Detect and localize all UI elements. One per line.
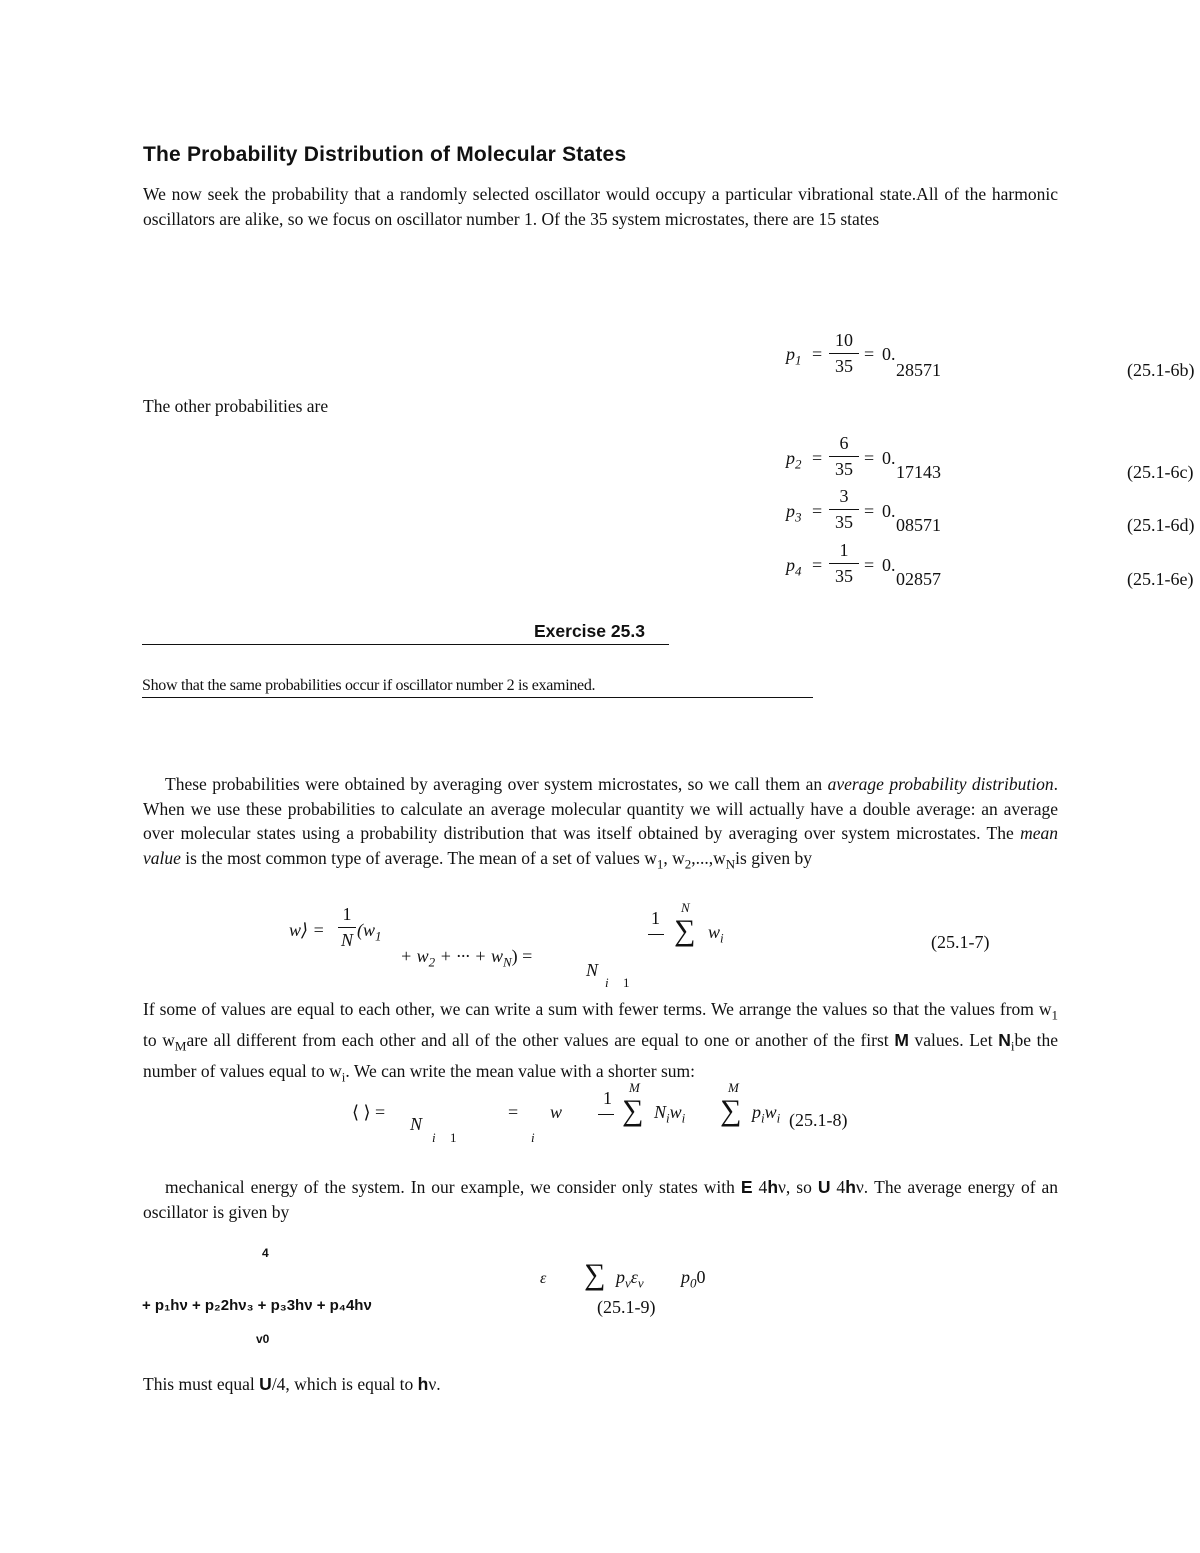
text: . When we use these probabilities to calculate an average molecular quantity we will actually have a double average: an average over molecular states using a probability distribution that was itself obtained by averaging over system microstates. The [143, 774, 1058, 843]
denominator: 35 [835, 566, 853, 586]
subscript: 1 [656, 856, 664, 871]
sum-term: N [654, 1102, 667, 1122]
subscript: i [681, 1110, 686, 1126]
eq-symbol: p [786, 501, 795, 521]
equation-number: (25.1-7) [931, 932, 990, 952]
sum-term: ε [630, 1267, 638, 1287]
fewer-terms-paragraph [143, 997, 1058, 1090]
w-symbol: w [550, 1102, 563, 1122]
text: ν. [428, 1374, 441, 1394]
energy-paragraph [143, 1175, 1058, 1224]
mean-lhs: ⟨ ⟩ = [352, 1102, 386, 1122]
sum-continue-2: + ··· + w [439, 946, 503, 966]
sum-upper-limit: M [728, 1080, 739, 1095]
emphasis-average-probability-distribution: average probability distribution [827, 774, 1054, 794]
eq-symbol: p [786, 344, 795, 364]
sigma-icon: ∑ [720, 1094, 742, 1127]
eq-symbol: p [786, 555, 795, 575]
subscript: N [725, 856, 736, 871]
exercise-heading: Exercise 25.3 [534, 621, 645, 641]
text: ,...,w [691, 847, 726, 868]
subscript: 2 [428, 954, 436, 970]
sum-close: ) = [511, 946, 533, 966]
equation-mean-short-sum [0, 1078, 1200, 1148]
intro-paragraph: We now seek the probability that a randomly selected oscillator would occupy a particular vibrational state.All of the harmonic oscillators are alike, so we focus on oscillator number 1. Of the 35 system microstates, there are 15 states [143, 184, 1058, 229]
denominator: N [340, 930, 353, 950]
eq-value: 28571 [896, 360, 941, 380]
numerator: 10 [835, 330, 853, 350]
subscript: v [625, 1275, 631, 1291]
sum-term: w [708, 922, 721, 942]
equation-p1: $p_1$ = 10 35 = 0. 28571 (25.1-6b) [786, 330, 1195, 380]
text: ν. The average energy of an oscillator is given by [143, 1177, 1059, 1222]
mean-lhs: w⟩ = [289, 920, 325, 940]
exercise-text: Show that the same probabilities occur if oscillator number 2 is examined. [142, 677, 596, 694]
eq-subscript: 1 [795, 352, 802, 368]
bold-h: h [845, 1177, 856, 1197]
energy-expression: + p₁hν + p₂2hν₃ + p₃3hν + p₄4hν [142, 1297, 372, 1314]
sum-upper-limit: M [629, 1080, 640, 1095]
text: 4 [830, 1177, 846, 1197]
sum-index: i [531, 1130, 535, 1145]
sum-term: w [669, 1102, 682, 1122]
eq-value: 08571 [896, 515, 941, 535]
equation-number: (25.1-6c) [1127, 462, 1194, 482]
eq-value: 02857 [896, 569, 941, 589]
fraction [829, 540, 859, 586]
eq-symbol: p [786, 448, 795, 468]
eq-subscript: 2 [795, 456, 802, 472]
sum-continue: + w [400, 946, 429, 966]
fraction-one-over-n [338, 904, 356, 950]
sum-lower-limit: 1 [623, 975, 630, 990]
sum-term: p [616, 1267, 625, 1287]
fraction [829, 433, 859, 479]
emphasis-mean-value: mean value [143, 823, 1058, 868]
subscript: v [637, 1275, 644, 1291]
text: /4, which is equal to [271, 1374, 418, 1394]
fraction-bar [598, 1114, 614, 1115]
subscript: 2 [684, 856, 692, 871]
equation-p2: $p_2$ = 6 35 = 0. 17143 (25.1-6c) [786, 433, 1194, 482]
eq-value-prefix: 0. [882, 555, 896, 575]
exercise-bottom-rule [142, 697, 813, 698]
text: is given by [735, 847, 812, 868]
denominator: 35 [835, 356, 853, 376]
numerator: 1 [839, 540, 849, 560]
denominator-n: N [410, 1114, 423, 1134]
subscript: 0 [690, 1275, 697, 1291]
equation-mean [0, 898, 1200, 993]
sum-upper-limit: N [681, 900, 690, 915]
closing-sentence [143, 1374, 441, 1395]
bold-u: U [817, 1177, 831, 1197]
bold-n: N [998, 1030, 1011, 1050]
subscript: i [1010, 1038, 1015, 1054]
equation-number: (25.1-9) [597, 1297, 656, 1317]
sum-index: i [605, 975, 609, 990]
equation-number: (25.1-8) [789, 1110, 848, 1130]
text: , w [663, 847, 685, 868]
eq-value-prefix: 0. [882, 448, 896, 468]
fraction-bar [648, 934, 664, 935]
numerator: 3 [839, 486, 849, 506]
denominator-n: N [586, 960, 599, 980]
p-zero: p [681, 1267, 690, 1287]
eq-value: 17143 [896, 462, 941, 482]
epsilon-symbol: ε [540, 1270, 547, 1287]
eq-subscript: 3 [795, 509, 802, 525]
fraction [829, 330, 859, 376]
sum-index: i [432, 1130, 436, 1145]
numerator: 1 [342, 904, 352, 924]
sigma-icon: ∑ [584, 1258, 606, 1291]
bold-h: h [417, 1374, 429, 1394]
text: mechanical energy of the system. In our example, we consider only states with [165, 1177, 741, 1197]
sigma-icon: ∑ [622, 1094, 644, 1127]
exercise-top-rule [142, 644, 669, 645]
equation-number: (25.1-6d) [1127, 515, 1195, 535]
text: to w [143, 1030, 175, 1050]
one-numerator: 1 [603, 1088, 612, 1108]
eq-subscript: 4 [795, 563, 802, 579]
eq-value-prefix: 0. [882, 501, 896, 521]
subscript: N [502, 954, 512, 970]
bold-u: U [259, 1374, 272, 1394]
text: be the number of values equal to w [143, 1030, 1059, 1081]
text: 4 [752, 1177, 768, 1197]
equation-number: (25.1-6e) [1127, 569, 1194, 589]
p-zero-tail: 0 [696, 1267, 706, 1287]
subscript: 1 [375, 928, 382, 944]
sigma-icon: ∑ [674, 914, 696, 947]
sum-term: w [764, 1102, 777, 1122]
subscript: i [761, 1110, 765, 1126]
subscript: 1 [1051, 1007, 1058, 1023]
other-probabilities-label: The other probabilities are [143, 396, 329, 416]
bold-e: E [740, 1177, 753, 1197]
bold-m: M [894, 1030, 909, 1050]
sum-term: p [752, 1102, 761, 1122]
one-numerator: 1 [651, 908, 660, 928]
text: . We can write the mean value with a shorter sum: [345, 1061, 696, 1081]
sum-lower-limit: 1 [450, 1130, 457, 1145]
sum-lower-limit: v0 [256, 1332, 270, 1346]
subscript: i [776, 1110, 781, 1126]
equation-p4: $p_4$ = 1 35 = 0. 02857 (25.1-6e) [786, 540, 1194, 589]
text: This must equal [143, 1374, 260, 1394]
sum-upper-limit: 4 [262, 1246, 269, 1260]
subscript: i [720, 930, 724, 946]
page-title: The Probability Distribution of Molecular States [143, 143, 627, 166]
sum-open: (w [357, 920, 375, 940]
denominator: 35 [835, 459, 853, 479]
text: If some of values are equal to each other, we can write a sum with fewer terms. We arrange the values so that the values from w [143, 999, 1052, 1019]
bold-h: h [767, 1177, 779, 1197]
subscript: M [174, 1038, 187, 1054]
text: are all different from each other and all of the other values are equal to one or another of the first [186, 1030, 895, 1050]
numerator: 6 [839, 433, 849, 453]
text: is the most common type of average. The mean of a set of values w [180, 847, 657, 868]
text: values. Let [908, 1030, 999, 1050]
equation-average-energy [0, 1240, 1200, 1355]
subscript: i [666, 1110, 670, 1126]
eq-value-prefix: 0. [882, 344, 896, 364]
equation-number: (25.1-6b) [1127, 360, 1195, 380]
equals-sign: = [508, 1102, 519, 1122]
text: ν, so [778, 1177, 818, 1197]
subscript: i [341, 1069, 346, 1085]
equation-p3: $p_3$ = 3 35 = 0. 08571 (25.1-6d) [786, 486, 1195, 535]
denominator: 35 [835, 512, 853, 532]
fraction [829, 486, 859, 532]
average-probability-paragraph [143, 772, 1058, 877]
text: These probabilities were obtained by averaging over system microstates, so we call them an [165, 774, 828, 794]
